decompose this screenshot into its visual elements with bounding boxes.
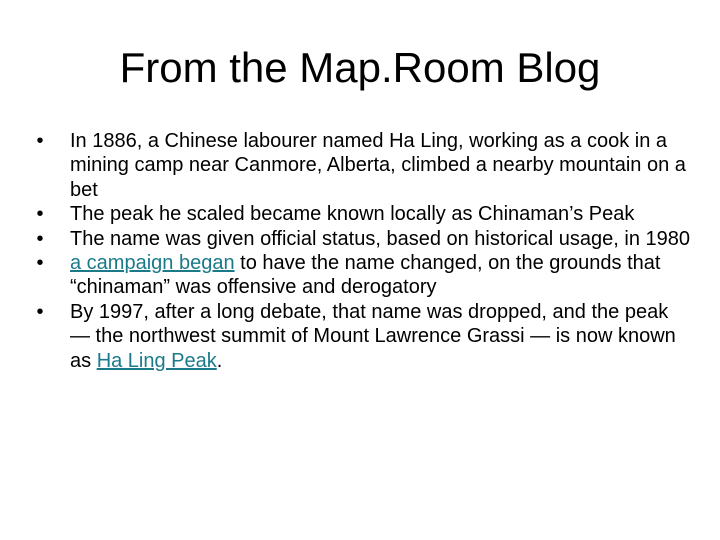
bullet-item: [30, 227, 690, 251]
bullet-text-end: .: [216, 349, 223, 372]
bullet-text: The peak he scaled became known locally as Chinaman’s Peak: [70, 203, 635, 226]
bullet-text: By 1997, after a long debate, that name was dropped, and the peak — the northwest summit of Mount Lawrence Grassi — is now known as: [70, 300, 676, 372]
bullet-item: [30, 251, 690, 300]
bullet-dot-icon: •: [36, 203, 44, 226]
bullet-item: [30, 300, 690, 373]
campaign-link[interactable]: a campaign began: [70, 252, 235, 275]
bullet-item: [30, 129, 690, 202]
bullet-item: [30, 202, 690, 226]
bullet-text: to have the name changed, on the grounds that “chinaman” was offensive and derogatory: [70, 252, 661, 299]
bullet-dot-icon: •: [36, 227, 44, 250]
bullet-text: In 1886, a Chinese labourer named Ha Ling, working as a cook in a mining camp near Canmore, Alberta, climbed a nearby mountain on a bet: [70, 130, 686, 201]
bullet-dot-icon: •: [36, 300, 44, 323]
bullet-list: [30, 129, 690, 373]
bullet-text: The name was given official status, based on historical usage, in 1980: [70, 227, 690, 250]
slide-title: From the Map.Room Blog: [119, 44, 601, 91]
bullet-dot-icon: •: [36, 130, 44, 152]
bullet-dot-icon: •: [36, 252, 44, 275]
ha-ling-peak-link[interactable]: Ha Ling Peak: [96, 349, 217, 372]
